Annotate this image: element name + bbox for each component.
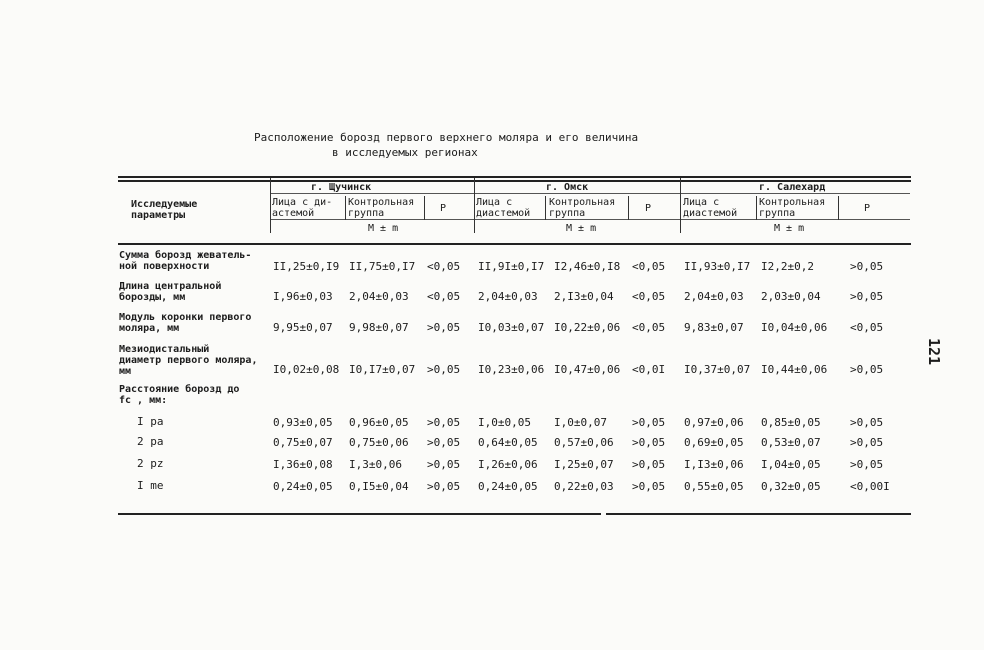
subcolumn-header: P <box>864 203 871 214</box>
table-cell: >0,05 <box>850 363 884 376</box>
table-cell: >0,05 <box>850 436 884 449</box>
header-separator <box>680 178 681 233</box>
table-cell: I0,44±0,06 <box>761 363 828 376</box>
table-cell: <0,05 <box>427 290 461 303</box>
table-cell: <0,05 <box>427 260 461 273</box>
stat-header: M ± m <box>368 223 399 234</box>
table-cell: 0,97±0,06 <box>684 416 744 429</box>
param-column-header: Исследуемые параметры <box>131 199 198 221</box>
table-cell: I,96±0,03 <box>273 290 333 303</box>
table-cell: >0,05 <box>632 436 666 449</box>
table-cell: <0,05 <box>632 321 666 334</box>
table-cell: 2,03±0,04 <box>761 290 821 303</box>
title-line-1: Расположение борозд первого верхнего моляра и его величина <box>254 131 639 144</box>
table-cell: 0,93±0,05 <box>273 416 333 429</box>
table-cell: >0,05 <box>850 260 884 273</box>
table-cell: I0,I7±0,07 <box>349 363 416 376</box>
header-rule <box>270 193 910 194</box>
header-separator <box>474 178 475 233</box>
table-rule <box>118 513 601 515</box>
table-cell: 2,04±0,03 <box>684 290 744 303</box>
region-header: г. Салехард <box>759 182 826 193</box>
table-cell: 0,32±0,05 <box>761 480 821 493</box>
subcolumn-header: Контрольная группа <box>549 197 616 219</box>
table-cell: I2,2±0,2 <box>761 260 814 273</box>
table-rule <box>118 243 911 245</box>
header-separator <box>628 196 629 220</box>
table-cell: 9,98±0,07 <box>349 321 409 334</box>
table-cell: >0,05 <box>427 321 461 334</box>
header-separator <box>424 196 425 220</box>
table-cell: <0,05 <box>850 321 884 334</box>
header-separator <box>270 178 271 233</box>
table-cell: 0,96±0,05 <box>349 416 409 429</box>
table-cell: 0,75±0,07 <box>273 436 333 449</box>
table-cell: I,0±0,07 <box>554 416 607 429</box>
table-cell: I,04±0,05 <box>761 458 821 471</box>
table-cell: II,75±0,I7 <box>349 260 416 273</box>
stat-header: M ± m <box>566 223 597 234</box>
row-label: Сумма борозд жеватель- ной поверхности <box>119 250 252 272</box>
table-cell: 0,24±0,05 <box>273 480 333 493</box>
row-label: I pa <box>137 415 164 428</box>
stat-header: M ± m <box>774 223 805 234</box>
table-cell: <0,0I <box>632 363 666 376</box>
row-label: Модуль коронки первого моляра, мм <box>119 312 252 334</box>
header-separator <box>545 196 546 220</box>
table-cell: II,93±0,I7 <box>684 260 751 273</box>
table-cell: 2,I3±0,04 <box>554 290 614 303</box>
table-cell: <0,00I <box>850 480 890 493</box>
table-cell: I,36±0,08 <box>273 458 333 471</box>
table-cell: 2,04±0,03 <box>478 290 538 303</box>
table-cell: >0,05 <box>632 416 666 429</box>
table-cell: I,0±0,05 <box>478 416 531 429</box>
table-cell: 0,55±0,05 <box>684 480 744 493</box>
table-cell: 0,64±0,05 <box>478 436 538 449</box>
table-cell: 0,75±0,06 <box>349 436 409 449</box>
table-title <box>254 131 638 159</box>
table-cell: 2,04±0,03 <box>349 290 409 303</box>
table-cell: I0,03±0,07 <box>478 321 545 334</box>
table-cell: >0,05 <box>850 416 884 429</box>
table-cell: 0,85±0,05 <box>761 416 821 429</box>
row-label: 2 pz <box>137 457 164 470</box>
subcolumn-header: Лица с диастемой <box>683 197 738 219</box>
table-cell: I,I3±0,06 <box>684 458 744 471</box>
subcolumn-header: Контрольная группа <box>348 197 415 219</box>
table-cell: >0,05 <box>427 363 461 376</box>
row-label: Расстояние борозд до fc , мм: <box>119 384 240 406</box>
table-cell: >0,05 <box>632 480 666 493</box>
table-cell: I,26±0,06 <box>478 458 538 471</box>
table-cell: I2,46±0,I8 <box>554 260 621 273</box>
table-rule <box>606 513 911 515</box>
subcolumn-header: Лица с диастемой <box>476 197 531 219</box>
table-cell: >0,05 <box>632 458 666 471</box>
subcolumn-header: Контрольная группа <box>759 197 826 219</box>
subcolumn-header: P <box>440 203 447 214</box>
table-cell: >0,05 <box>427 436 461 449</box>
header-separator <box>345 196 346 220</box>
subcolumn-header: P <box>645 203 652 214</box>
table-cell: I0,37±0,07 <box>684 363 751 376</box>
table-cell: 0,69±0,05 <box>684 436 744 449</box>
row-label: Мезиодистальный диаметр первого моляра, мм <box>119 344 258 377</box>
table-cell: 9,95±0,07 <box>273 321 333 334</box>
table-cell: I0,02±0,08 <box>273 363 340 376</box>
table-cell: I0,23±0,06 <box>478 363 545 376</box>
table-cell: I0,22±0,06 <box>554 321 621 334</box>
table-cell: >0,05 <box>427 416 461 429</box>
table-cell: 0,57±0,06 <box>554 436 614 449</box>
header-separator <box>838 196 839 220</box>
table-cell: >0,05 <box>427 458 461 471</box>
table-cell: II,25±0,I9 <box>273 260 340 273</box>
table-cell: >0,05 <box>850 458 884 471</box>
table-cell: I,3±0,06 <box>349 458 402 471</box>
header-separator <box>756 196 757 220</box>
table-cell: 0,53±0,07 <box>761 436 821 449</box>
table-cell: <0,05 <box>632 290 666 303</box>
row-label: I me <box>137 479 164 492</box>
table-cell: <0,05 <box>632 260 666 273</box>
table-cell: I0,47±0,06 <box>554 363 621 376</box>
header-rule <box>270 219 910 220</box>
table-cell: I0,04±0,06 <box>761 321 828 334</box>
table-cell: II,9I±0,I7 <box>478 260 545 273</box>
table-cell: I,25±0,07 <box>554 458 614 471</box>
table-cell: 0,22±0,03 <box>554 480 614 493</box>
table-cell: >0,05 <box>850 290 884 303</box>
page-number: 121 <box>925 338 943 366</box>
title-line-2: в исследуемых регионах <box>332 146 478 159</box>
table-cell: 9,83±0,07 <box>684 321 744 334</box>
row-label: 2 pa <box>137 435 164 448</box>
table-rule <box>118 176 911 178</box>
table-cell: 0,I5±0,04 <box>349 480 409 493</box>
subcolumn-header: Лица с ди- астемой <box>272 197 333 219</box>
region-header: г. Омск <box>546 182 589 193</box>
region-header: г. Щучинск <box>311 182 372 193</box>
row-label: Длина центральной борозды, мм <box>119 281 222 303</box>
table-cell: >0,05 <box>427 480 461 493</box>
table-cell: 0,24±0,05 <box>478 480 538 493</box>
